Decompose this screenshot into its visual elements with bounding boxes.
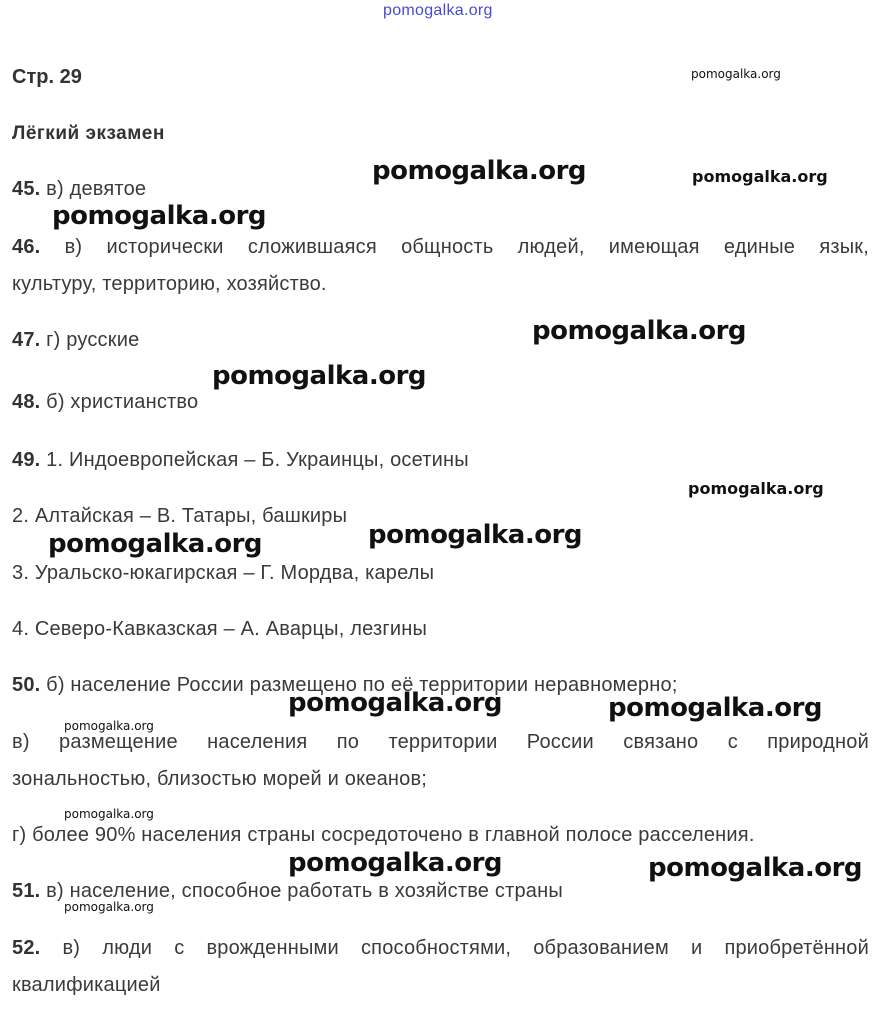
- answer-45: [12, 178, 146, 201]
- watermark: pomogalka.org: [688, 479, 824, 498]
- answer-49-item-4: 4. Северо-Кавказская – А. Аварцы, лезгины: [12, 618, 428, 640]
- answer-47: [12, 329, 139, 352]
- watermark: pomogalka.org: [288, 848, 503, 878]
- answer-52-line-2: квалификацией: [12, 974, 161, 996]
- watermark: pomogalka.org: [608, 693, 823, 723]
- header-watermark: pomogalka.org: [383, 2, 493, 19]
- watermark: pomogalka.org: [368, 520, 583, 550]
- answer-text: 1. Индоевропейская – Б. Украинцы, осетины: [40, 449, 469, 471]
- answer-46-line-2: культуру, территорию, хозяйство.: [12, 273, 327, 295]
- watermark: pomogalka.org: [692, 167, 828, 186]
- watermark: pomogalka.org: [64, 807, 154, 821]
- answer-number: 45.: [12, 178, 41, 200]
- page-label: Стр. 29: [12, 66, 82, 88]
- answer-number: 48.: [12, 391, 41, 413]
- section-title: Лёгкий экзамен: [12, 123, 165, 144]
- answer-number: 52.: [12, 937, 41, 959]
- answer-50-v-line-2: зональностью, близостью морей и океанов;: [12, 768, 428, 790]
- answer-number: 49.: [12, 449, 41, 471]
- answer-46-line-1: [12, 236, 869, 259]
- watermark: pomogalka.org: [52, 201, 267, 231]
- watermark: pomogalka.org: [532, 316, 747, 346]
- watermark: pomogalka.org: [691, 67, 781, 81]
- answer-text: в) девятое: [40, 178, 147, 200]
- answer-number: 50.: [12, 674, 41, 696]
- watermark: pomogalka.org: [648, 853, 863, 883]
- answer-49-item-2: 2. Алтайская – В. Татары, башкиры: [12, 505, 348, 527]
- watermark: pomogalka.org: [64, 719, 154, 733]
- answer-text: б) население России размещено по её территории неравномерно;: [40, 674, 678, 696]
- watermark: pomogalka.org: [288, 688, 503, 718]
- answer-number: 47.: [12, 329, 41, 351]
- answer-text: в) население, способное работать в хозяйстве страны: [40, 880, 563, 902]
- watermark: pomogalka.org: [372, 156, 587, 186]
- answer-text: б) христианство: [40, 391, 199, 413]
- answer-49-item-3: 3. Уральско-юкагирская – Г. Мордва, карелы: [12, 562, 435, 584]
- answer-49: [12, 449, 469, 472]
- watermark: pomogalka.org: [212, 361, 427, 391]
- watermark: pomogalka.org: [48, 529, 263, 559]
- answer-number: 51.: [12, 880, 41, 902]
- answer-text: г) русские: [40, 329, 140, 351]
- watermark: pomogalka.org: [64, 900, 154, 914]
- answer-48: [12, 391, 198, 414]
- answer-text: в) исторически сложившаяся общность людей, имеющая единые язык,: [40, 236, 869, 258]
- answer-50-v-line-1: в) размещение населения по территории России связано с природной: [12, 731, 869, 753]
- answer-52-line-1: [12, 937, 869, 960]
- answer-number: 46.: [12, 236, 41, 258]
- answer-50-g-line: г) более 90% населения страны сосредоточено в главной полосе расселения.: [12, 824, 755, 846]
- answer-text: в) люди с врожденными способностями, образованием и приобретённой: [40, 937, 869, 959]
